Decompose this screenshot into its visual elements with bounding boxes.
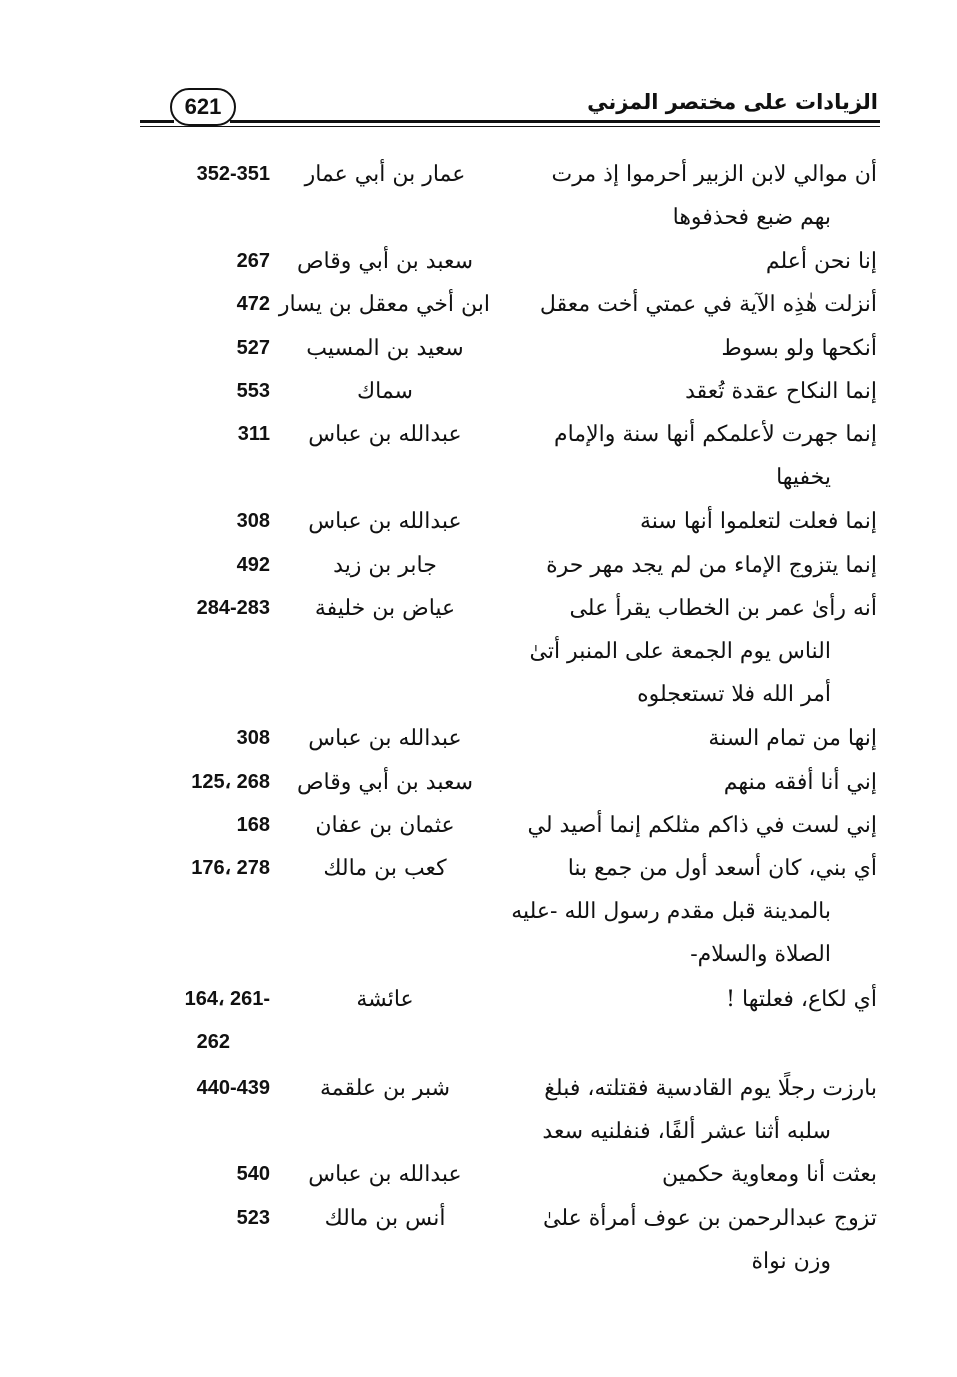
narrator: سعيد بن المسيب [306,335,464,361]
page-reference [120,587,280,630]
page-reference-value: 311 [237,423,270,446]
narrator: سعبد بن أبي وقاص [296,769,474,795]
page-reference-value: 352-351 [196,163,270,185]
hadith-text-line: أنكحها ولو بسوط [721,335,877,361]
hadith-text-line: بهم ضبع فحذفوها [672,205,831,230]
hadith-text [540,283,877,326]
narrator: شبر بن علقمة [319,1075,451,1101]
hadith-text-line: بالمدينة قبل مقدم رسول الله -عليه [511,899,831,925]
narrator: جابر بن زيد [333,552,437,578]
hadith-text-line: إنما يتزوج الإماء من لم يجد مهر حرة [546,552,877,578]
narrator: كعب بن مالك [323,856,447,882]
narrator: سماك [357,379,413,404]
page-reference-value: 523 [236,1206,270,1229]
hadith-text [721,327,877,370]
hadith-text-line: إنما النكاح عقدة تُعقد [685,379,877,404]
hadith-text-line: بعثت أنا ومعاوية حكمين [661,1162,877,1188]
page-reference-value: 168 [236,814,270,836]
hadith-text-line: إنها من تمام السنة [708,726,877,752]
page-reference [120,847,280,890]
page-reference-value: 284-283 [196,597,270,619]
page-reference [120,283,280,326]
hadith-text [527,804,877,847]
hadith-text [685,370,877,413]
hadith-text [543,1197,877,1283]
hadith-text-line: الصلاة والسلام- [690,942,831,968]
page-reference-value: 267 [236,249,270,272]
hadith-text-line: أن موالي لابن الزبير أحرموا إذ مرت [551,162,877,187]
page-reference [120,717,280,760]
hadith-text [724,761,877,804]
narrator: عبدالله بن عباس [308,726,462,752]
book-title: الزيادات على مختصر المزني [587,90,878,114]
narrator: عائشة [356,986,414,1012]
hadith-text [552,153,877,239]
hadith-text [542,1067,877,1153]
hadith-text [554,413,877,499]
page-reference [120,1197,280,1240]
page-reference-continuation: 262 [196,1030,230,1053]
hadith-text [662,1153,877,1196]
page-reference [120,370,280,413]
page-reference-value: 164، 261- [184,987,270,1010]
hadith-text-line: إنما فعلت لتعلموا أنها سنة [639,509,877,535]
hadith-text-line: تزوج عبدالرحمن بن عوف أمرأة علىٰ [543,1205,877,1231]
narrator: ابن أخي معقل بن يسار [278,292,490,318]
hadith-text [511,847,877,976]
page-reference-value: 440-439 [196,1076,270,1099]
narrator: سعبد بن أبي وقاص [296,248,474,274]
page-reference [120,327,280,370]
page-number: 621 [170,88,236,126]
narrator: عثمان بن عفان [315,813,455,838]
hadith-text-line: يخفيها [776,465,831,491]
narrator: عمار بن أبي عمار [304,162,466,187]
page-reference-value: 540 [236,1163,270,1186]
hadith-text-line: إني لست في ذاكم مثلكم إنما أصيد لي [527,813,877,838]
hadith-text-line: بارزت رجلًا يوم القادسية فقتلته، فبلغ [544,1075,877,1101]
page-reference-value: 553 [236,380,270,402]
page-reference-value: 308 [236,727,270,750]
hadith-text [529,587,877,716]
hadith-text-line: إني أنا أفقه منهم [723,769,877,795]
page-reference-value: 527 [236,336,270,359]
page-reference [120,153,280,196]
page-reference [120,1067,280,1110]
page-reference-value: 308 [236,510,270,533]
hadith-text-line: إنا نحن أعلم [765,248,877,274]
hadith-text [708,717,877,760]
page-reference [120,804,280,847]
hadith-text [766,240,877,283]
hadith-text-line: أي لكاع، فعلتها ! [726,986,877,1012]
hadith-text [726,978,877,1021]
page-reference [120,240,280,283]
narrator: عبدالله بن عباس [308,422,462,448]
hadith-text-line: أمر الله فلا تستعجلوه [637,682,831,707]
page-reference [120,978,280,1064]
hadith-text-line: أي بني، كان أسعد أول من جمع بنا [567,856,877,882]
narrator: أنس بن مالك [324,1205,446,1231]
hadith-text-line: أنه رأىٰ عمر بن الخطاب يقرأ على [569,596,877,621]
page-reference-value: 125، 268 [191,770,270,793]
hadith-text-line: سلبه أثنا عشر ألفًا، فنفلنيه سعد [542,1118,831,1144]
hadith-text-line: أنزلت هٰذِه الآية في عمتي أخت معقل [539,292,877,318]
page-reference-value: 176، 278 [191,857,270,880]
hadith-text-line: وزن نواة [751,1248,831,1274]
hadith-text [546,544,877,587]
page-reference-value: 492 [236,553,270,576]
hadith-text-line: الناس يوم الجمعة على المنبر أتىٰ [529,639,831,664]
page-reference [120,544,280,587]
hadith-text-line: إنما جهرت لأعلمكم أنها سنة والإمام [553,422,877,448]
page-reference [120,1153,280,1196]
narrator: عبدالله بن عباس [308,509,462,535]
narrator: عياض بن خليفة [314,596,456,621]
page-reference-value: 472 [236,293,270,316]
hadith-text [640,500,877,543]
page-reference [120,413,280,456]
page-reference [120,761,280,804]
page-reference [120,500,280,543]
narrator: عبدالله بن عباس [308,1162,462,1188]
